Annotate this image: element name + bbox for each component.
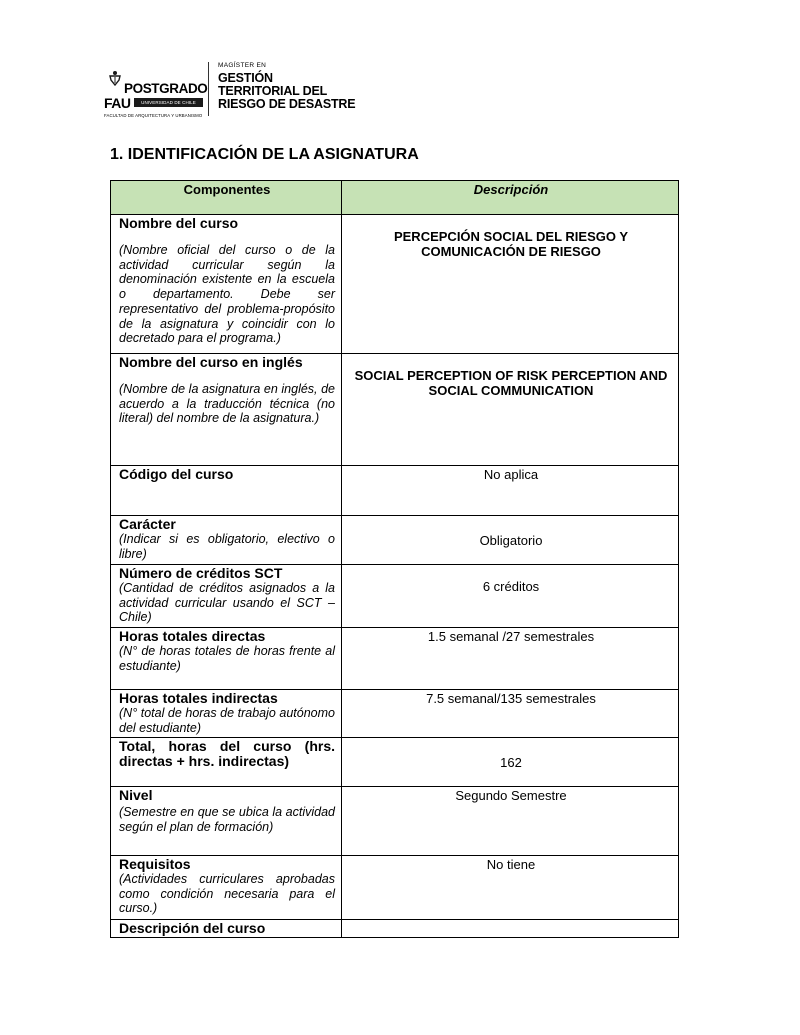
row-label-cell	[111, 516, 342, 565]
row-label: Número de créditos SCT	[119, 565, 283, 581]
row-label: Código del curso	[119, 466, 234, 482]
row-value: 162	[342, 738, 679, 787]
row-label: Horas totales directas	[119, 628, 266, 644]
row-label: Total, horas del curso (hrs. directas + hrs. indirectas)	[119, 738, 335, 769]
magister-logo	[218, 62, 355, 111]
row-note: (N° de horas totales de horas frente al estudiante)	[119, 644, 335, 673]
row-label-cell	[111, 856, 342, 920]
row-note: (Cantidad de créditos asignados a la actividad curricular usando el SCT – Chile)	[119, 581, 335, 625]
table-row	[111, 628, 679, 690]
logo-fau: FAU	[104, 95, 131, 111]
table-row	[111, 466, 679, 516]
postgrado-fau-logo	[104, 70, 208, 118]
magister-line-2: TERRITORIAL DEL	[218, 84, 328, 98]
table-row	[111, 690, 679, 738]
table-row	[111, 215, 679, 354]
table-row	[111, 787, 679, 856]
row-note: (Nombre oficial del curso o de la actividad curricular según la denominación existente en la escuela o departamento. Debe ser representativo del problema-propósito de la asignatura y coincidir con lo decretado para el programa.)	[119, 243, 335, 346]
table-row	[111, 354, 679, 466]
row-value: PERCEPCIÓN SOCIAL DEL RIESGO Y COMUNICACIÓN DE RIESGO	[342, 215, 679, 354]
row-value: Obligatorio	[342, 516, 679, 565]
row-value	[342, 920, 679, 938]
column-header-components: Componentes	[111, 181, 342, 215]
row-label-cell	[111, 920, 342, 938]
table-row	[111, 738, 679, 787]
magister-title	[218, 72, 355, 111]
row-label: Nivel	[119, 787, 153, 803]
header	[104, 62, 404, 122]
row-label-cell	[111, 466, 342, 516]
row-label: Requisitos	[119, 856, 191, 872]
row-value: No aplica	[342, 466, 679, 516]
row-label-cell	[111, 628, 342, 690]
logo-faculty: FACULTAD DE ARQUITECTURA Y URBANISMO	[104, 113, 203, 118]
row-label-cell	[111, 354, 342, 466]
table-row	[111, 920, 679, 938]
row-label: Nombre del curso	[119, 215, 239, 231]
row-label-cell	[111, 787, 342, 856]
row-label-cell	[111, 215, 342, 354]
logo-uchile: UNIVERSIDAD DE CHILE	[134, 98, 203, 107]
row-label-cell	[111, 738, 342, 787]
row-note: (Nombre de la asignatura en inglés, de acuerdo a la traducción técnica (no literal) del nombre de la asignatura.)	[119, 382, 335, 426]
row-value: 7.5 semanal/135 semestrales	[342, 690, 679, 738]
logo-divider	[208, 62, 209, 116]
row-label-cell	[111, 565, 342, 628]
magister-line-1: GESTIÓN	[218, 71, 273, 85]
magister-line-3: RIESGO DE DESASTRE	[218, 97, 356, 111]
logo-postgrado: POSTGRADO	[124, 81, 208, 96]
row-label: Carácter	[119, 516, 176, 532]
row-note: (Actividades curriculares aprobadas como condición necesaria para el curso.)	[119, 872, 335, 916]
table-header-row	[111, 181, 679, 215]
table-row	[111, 565, 679, 628]
row-note: (Semestre en que se ubica la actividad según el plan de formación)	[119, 805, 335, 834]
row-label-cell	[111, 690, 342, 738]
row-note: (Indicar si es obligatorio, electivo o libre)	[119, 532, 335, 561]
row-value: SOCIAL PERCEPTION OF RISK PERCEPTION AND SOCIAL COMMUNICATION	[342, 354, 679, 466]
magister-label: MAGÍSTER EN	[218, 62, 267, 69]
section-title: 1. IDENTIFICACIÓN DE LA ASIGNATURA	[110, 146, 419, 163]
row-label: Horas totales indirectas	[119, 690, 278, 706]
row-value: 1.5 semanal /27 semestrales	[342, 628, 679, 690]
row-label: Nombre del curso en inglés	[119, 354, 303, 370]
row-value: No tiene	[342, 856, 679, 920]
university-emblem-icon	[108, 70, 122, 86]
row-note: (N° total de horas de trabajo autónomo del estudiante)	[119, 706, 335, 735]
column-header-description: Descripción	[342, 181, 679, 215]
course-identification-table	[110, 180, 679, 938]
table-row	[111, 856, 679, 920]
row-label: Descripción del curso	[119, 920, 266, 936]
row-value: Segundo Semestre	[342, 787, 679, 856]
table-row	[111, 516, 679, 565]
row-value: 6 créditos	[342, 565, 679, 628]
